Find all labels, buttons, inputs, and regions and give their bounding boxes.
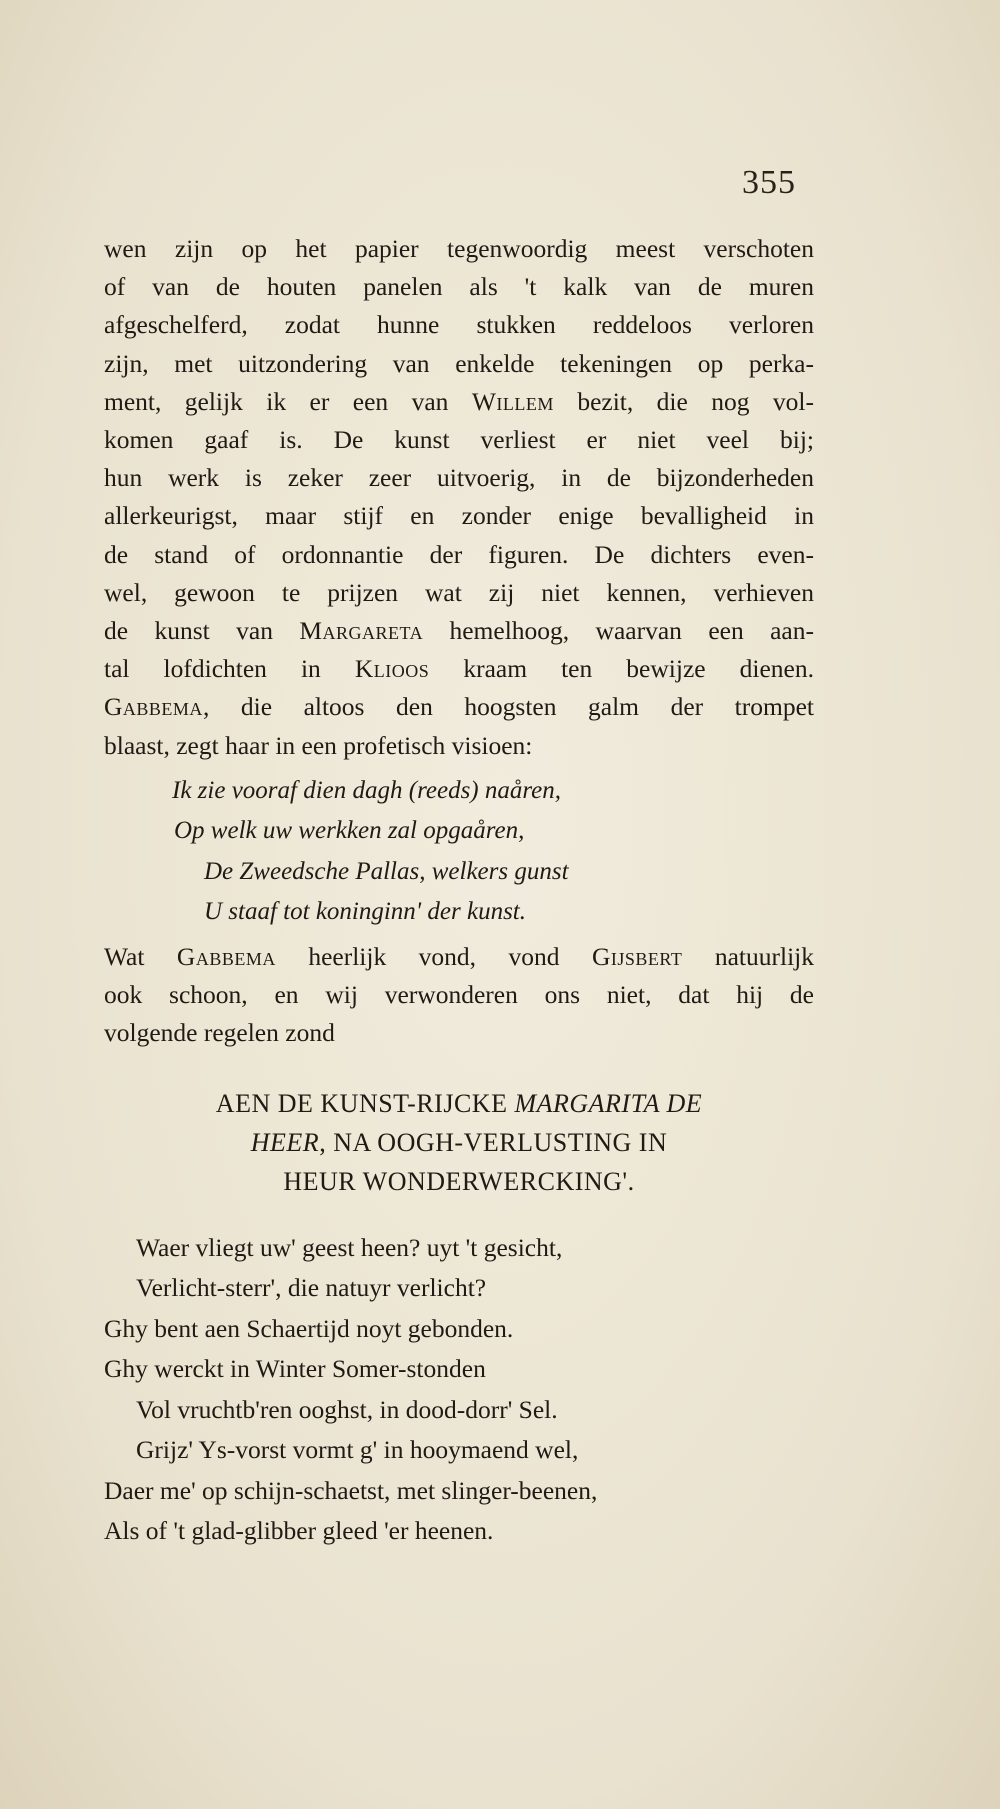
- text-line: wel, gewoon te prijzen wat zij niet kennen, verhieven: [104, 577, 814, 607]
- name-willem: Willem: [471, 386, 554, 416]
- verse-line: U staaf tot koninginn' der kunst.: [204, 898, 526, 925]
- poem-title: [104, 1084, 814, 1201]
- verse-line: Waer vliegt uw' geest heen? uyt 't gesicht,: [136, 1233, 563, 1262]
- verse-line: Op welk uw werkken zal opgaåren,: [174, 817, 525, 844]
- text-line: tal lofdichten in Klioos kraam ten bewijze dienen.: [104, 654, 814, 684]
- text-line: Gabbema, die altoos den hoogsten galm der trompet: [104, 692, 814, 722]
- poem-title-line: HEUR WONDERWERCKING'.: [283, 1167, 635, 1196]
- paragraph-1: [104, 230, 814, 765]
- name-gijsbert: Gijsbert: [592, 942, 683, 971]
- paragraph-2: [104, 938, 814, 1053]
- text-line: Wat Gabbema heerlijk vond, vond Gijsbert natuurlijk: [104, 942, 814, 971]
- name-gabbema: Gabbema: [104, 692, 203, 722]
- text-line: afgeschelferd, zodat hunne stukken reddeloos verloren: [104, 310, 814, 340]
- poem-title-line: AEN DE KUNST-RIJCKE MARGARITA DE: [215, 1089, 703, 1118]
- verse-line: Ik zie vooraf dien dagh (reeds) naåren,: [172, 777, 562, 804]
- name-margareta: Margareta: [299, 616, 424, 646]
- text-line: blaast, zegt haar in een profetisch visioen:: [104, 730, 533, 760]
- poem-title-line: HEER, NA OOGH-VERLUSTING IN: [250, 1128, 668, 1157]
- verse-line: Verlicht-sterr', die natuyr verlicht?: [136, 1273, 487, 1302]
- text-line: de stand of ordonnantie der figuren. De dichters even-: [104, 539, 814, 569]
- text-line: volgende regelen zond: [104, 1018, 335, 1048]
- text-line: of van de houten panelen als 't kalk van de muren: [104, 272, 814, 302]
- text-line: zijn, met uitzondering van enkelde tekeningen op perka-: [104, 348, 814, 378]
- verse-line: Daer me' op schijn-schaetst, met slinger-beenen,: [104, 1476, 598, 1505]
- text-line: allerkeurigst, maar stijf en zonder enige bevalligheid in: [104, 501, 814, 531]
- text-line: wen zijn op het papier tegenwoordig meest verschoten: [104, 234, 814, 263]
- text-line: komen gaaf is. De kunst verliest er niet veel bij;: [104, 425, 814, 455]
- verse-line: Vol vruchtb'ren ooghst, in dood-dorr' Sel.: [136, 1395, 558, 1424]
- verse-line: Ghy werckt in Winter Somer-stonden: [104, 1354, 486, 1383]
- text-line: ment, gelijk ik er een van Willem bezit, die nog vol-: [104, 386, 814, 416]
- text-line: ook schoon, en wij verwonderen ons niet, dat hij de: [104, 980, 814, 1010]
- name-gabbema: Gabbema: [176, 942, 276, 971]
- verse-line: Grijz' Ys-vorst vormt g' in hooymaend wel,: [136, 1435, 579, 1464]
- verse-line: De Zweedsche Pallas, welkers gunst: [204, 858, 569, 885]
- page-number: 355: [742, 164, 796, 201]
- text-line: de kunst van Margareta hemelhoog, waarvan een aan-: [104, 616, 814, 646]
- verse-line: Ghy bent aen Schaertijd noyt gebonden.: [104, 1314, 514, 1343]
- text-line: hun werk is zeker zeer uitvoerig, in de bijzonderheden: [104, 463, 814, 493]
- verse-line: Als of 't glad-glibber gleed 'er heenen.: [104, 1516, 494, 1545]
- name-klioos: Klioos: [354, 654, 430, 684]
